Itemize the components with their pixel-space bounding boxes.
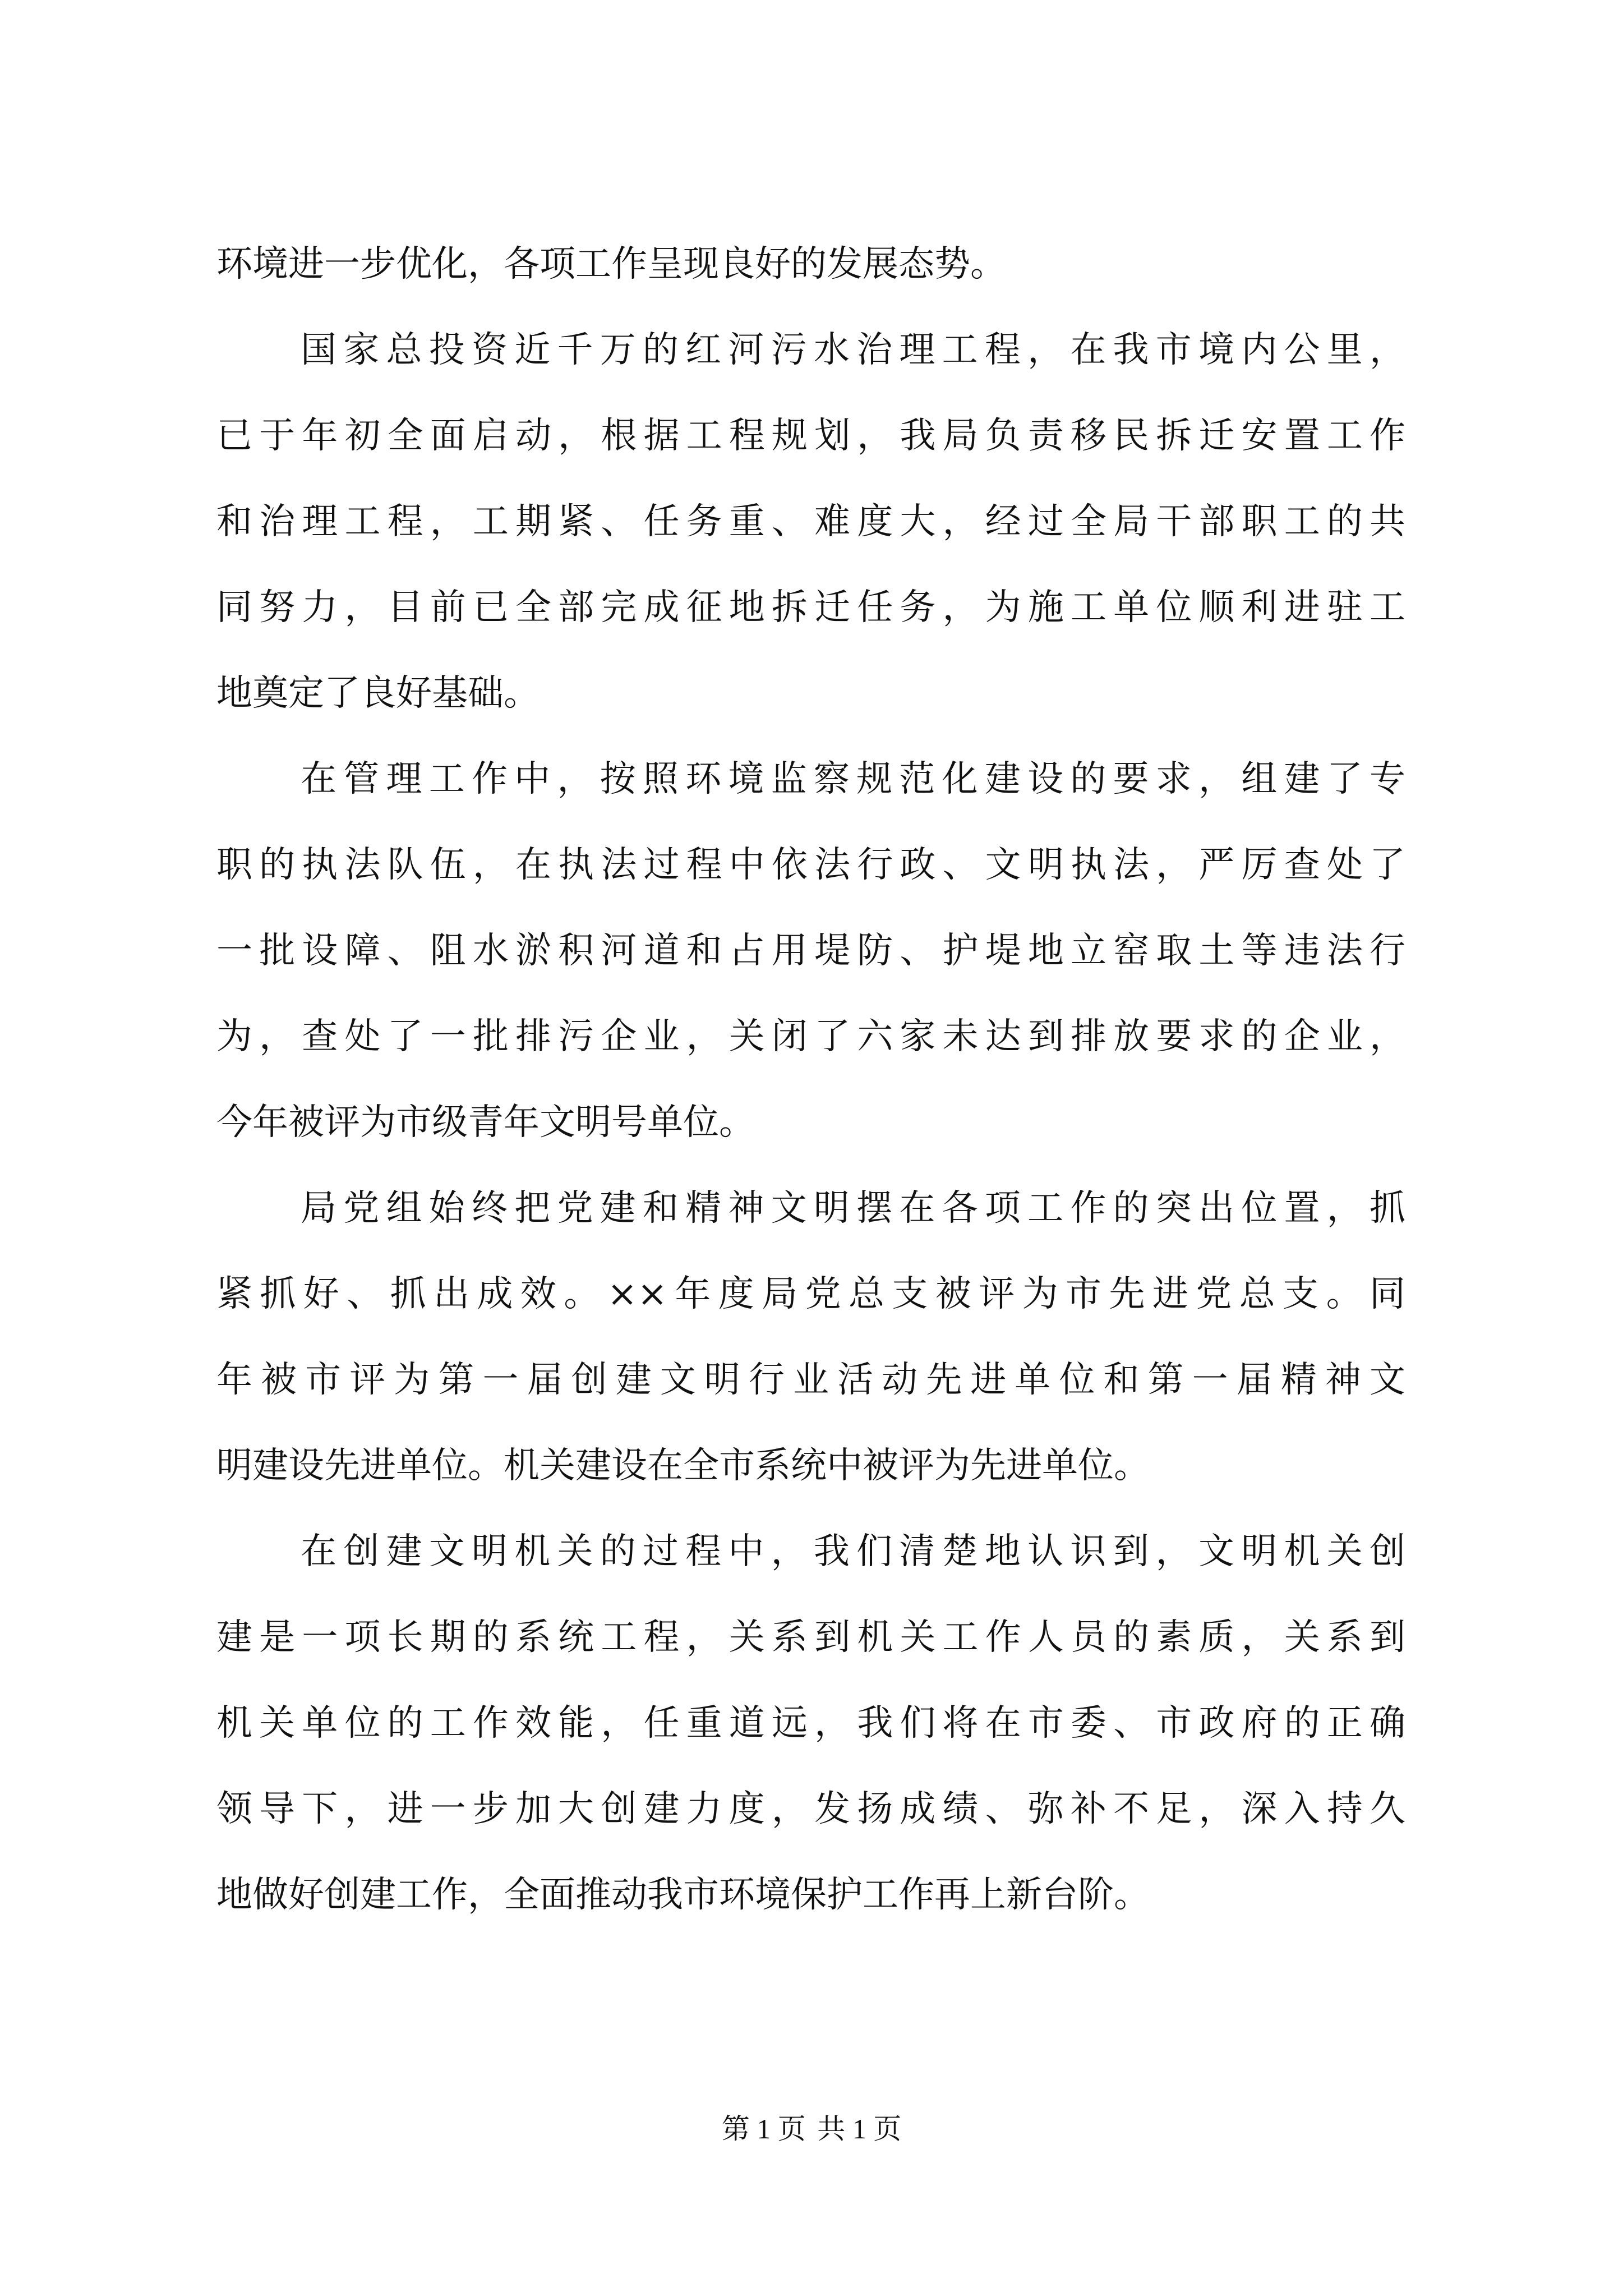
text-line: 已于年初全面启动，根据工程规划，我局负责移民拆迁安置工作 <box>216 415 1405 457</box>
page-footer <box>0 2106 1623 2147</box>
text-line: 在管理工作中，按照环境监察规范化建设的要求，组建了专 <box>301 758 1405 800</box>
text-line: 建是一项长期的系统工程，关系到机关工作人员的素质，关系到 <box>216 1617 1405 1658</box>
text-line: 明建设先进单位。机关建设在全市系统中被评为先进单位。 <box>216 1445 1150 1487</box>
document-body <box>216 222 1405 1938</box>
text-line: 一批设障、阻水淤积河道和占用堤防、护堤地立窑取土等违法行 <box>216 930 1405 972</box>
page-number: 第 1 页 <box>721 2113 806 2145</box>
text-line: 领导下，进一步加大创建力度，发扬成绩、弥补不足，深入持久 <box>216 1788 1405 1830</box>
text-line: 在创建文明机关的过程中，我们清楚地认识到，文明机关创 <box>301 1531 1405 1572</box>
text-line: 今年被评为市级青年文明号单位。 <box>216 1102 755 1143</box>
text-line: 职的执法队伍，在执法过程中依法行政、文明执法，严厉查处了 <box>216 844 1405 886</box>
page-total: 共 1 页 <box>817 2113 902 2145</box>
text-line: 地做好创建工作，全面推动我市环境保护工作再上新台阶。 <box>216 1874 1150 1916</box>
text-line: 年被市评为第一届创建文明行业活动先进单位和第一届精神文 <box>216 1359 1405 1401</box>
text-line: 环境进一步优化，各项工作呈现良好的发展态势。 <box>216 243 1006 285</box>
text-line: 国家总投资近千万的红河污水治理工程，在我市境内公里， <box>301 329 1405 371</box>
text-line: 同努力，目前已全部完成征地拆迁任务，为施工单位顺利进驻工 <box>216 587 1405 628</box>
text-line: 机关单位的工作效能，任重道远，我们将在市委、市政府的正确 <box>216 1703 1405 1744</box>
text-line: 和治理工程，工期紧、任务重、难度大，经过全局干部职工的共 <box>216 501 1405 542</box>
text-line: 地奠定了良好基础。 <box>216 673 540 714</box>
text-line: 局党组始终把党建和精神文明摆在各项工作的突出位置，抓 <box>301 1188 1405 1229</box>
text-line: 为，查处了一批排污企业，关闭了六家未达到排放要求的企业， <box>216 1016 1405 1057</box>
text-line: 紧抓好、抓出成效。××年度局党总支被评为市先进党总支。同 <box>216 1273 1405 1315</box>
